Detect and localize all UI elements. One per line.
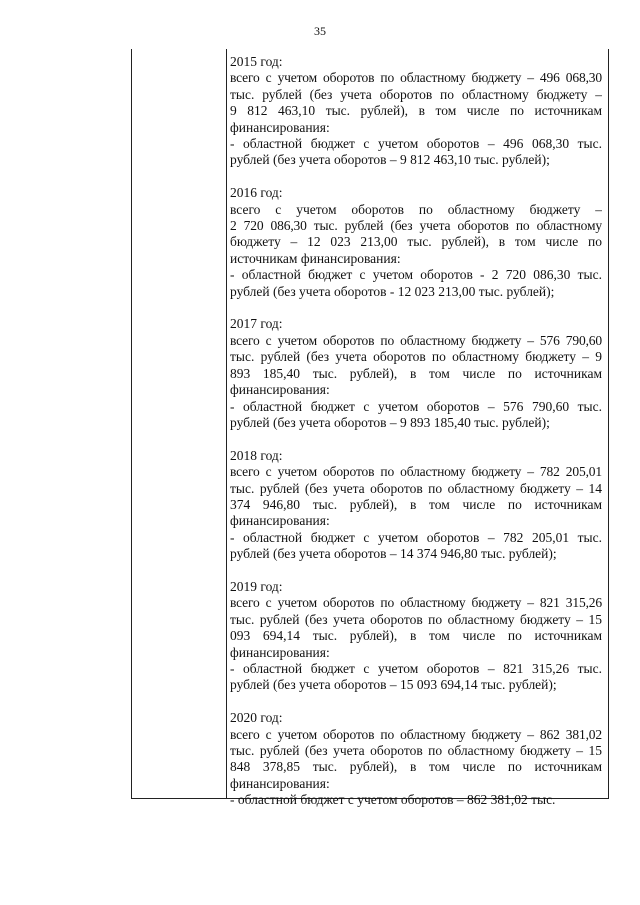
funding-line: финансирования: [230, 382, 330, 398]
funding-line: 848 378,85 тыс. рублей), в том числе по источникам [230, 759, 602, 775]
year-heading: 2016 год: [230, 185, 283, 201]
year-heading: 2017 год: [230, 316, 283, 332]
funding-line: всего с учетом оборотов по областному бюджету – 782 205,01 [230, 464, 602, 480]
page-number: 35 [314, 24, 326, 38]
funding-line: 093 694,14 тыс. рублей), в том числе по источникам [230, 628, 602, 644]
year-heading: 2019 год: [230, 578, 283, 594]
year-heading: 2020 год: [230, 710, 283, 726]
funding-line: рублей (без учета оборотов – 14 374 946,80 тыс. рублей); [230, 546, 557, 562]
funding-line: бюджету – 12 023 213,00 тыс. рублей), в том числе по [230, 234, 602, 250]
column-divider [226, 49, 227, 799]
funding-line: тыс. рублей (без учета оборотов по областному бюджету – 14 [230, 480, 602, 496]
funding-line: - областной бюджет с учетом оборотов – 496 068,30 тыс. [230, 136, 602, 152]
year-block-2015 [230, 54, 602, 169]
funding-line: всего с учетом оборотов по областному бюджету – 821 315,26 [230, 595, 602, 611]
funding-line: тыс. рублей (без учета оборотов по областному бюджету – 15 [230, 742, 602, 758]
funding-line: тыс. рублей (без учета оборотов по областному бюджету – 9 [230, 349, 602, 365]
funding-line: рублей (без учета оборотов – 9 893 185,40 тыс. рублей); [230, 414, 550, 430]
year-block-2017 [230, 316, 602, 431]
year-heading: 2018 год: [230, 447, 283, 463]
funding-line: 2 720 086,30 тыс. рублей (без учета оборотов по областному [230, 218, 602, 234]
funding-line: рублей (без учета оборотов - 12 023 213,00 тыс. рублей); [230, 283, 555, 299]
funding-line: - областной бюджет с учетом оборотов - 2 720 086,30 тыс. [230, 267, 602, 283]
funding-line: тыс. рублей (без учета оборотов по областному бюджету – 15 [230, 611, 602, 627]
year-heading: 2015 год: [230, 54, 283, 69]
year-block-2016 [230, 185, 602, 300]
funding-line: рублей (без учета оборотов – 9 812 463,10 тыс. рублей); [230, 152, 550, 168]
funding-line: финансирования: [230, 644, 330, 660]
funding-line: всего с учетом оборотов по областному бюджету – 496 068,30 [230, 70, 602, 86]
funding-line: рублей (без учета оборотов – 15 093 694,14 тыс. рублей); [230, 677, 557, 693]
funding-line: 893 185,40 тыс. рублей), в том числе по источникам [230, 365, 602, 381]
funding-line: - областной бюджет с учетом оборотов – 821 315,26 тыс. [230, 660, 602, 676]
funding-line: всего с учетом оборотов по областному бюджету – 862 381,02 [230, 726, 602, 742]
funding-line: тыс. рублей (без учета оборотов по областному бюджету – [230, 86, 602, 102]
funding-line: - областной бюджет с учетом оборотов – 576 790,60 тыс. [230, 398, 602, 414]
funding-line: 9 812 463,10 тыс. рублей), в том числе по источникам [230, 103, 602, 119]
funding-line: всего с учетом оборотов по областному бюджету – 576 790,60 [230, 332, 602, 348]
funding-cell [230, 54, 602, 809]
funding-line: финансирования: [230, 775, 330, 791]
funding-line: всего с учетом оборотов по областному бюджету – [230, 201, 602, 217]
funding-line: 374 946,80 тыс. рублей), в том числе по источникам [230, 496, 602, 512]
year-block-2018 [230, 448, 602, 563]
funding-line: финансирования: [230, 513, 330, 529]
funding-line: финансирования: [230, 119, 330, 135]
funding-line: - областной бюджет с учетом оборотов – 862 381,02 тыс. [230, 792, 556, 808]
year-block-2020 [230, 710, 602, 808]
funding-line: источникам финансирования: [230, 250, 401, 266]
funding-line: - областной бюджет с учетом оборотов – 782 205,01 тыс. [230, 529, 602, 545]
year-block-2019 [230, 579, 602, 694]
